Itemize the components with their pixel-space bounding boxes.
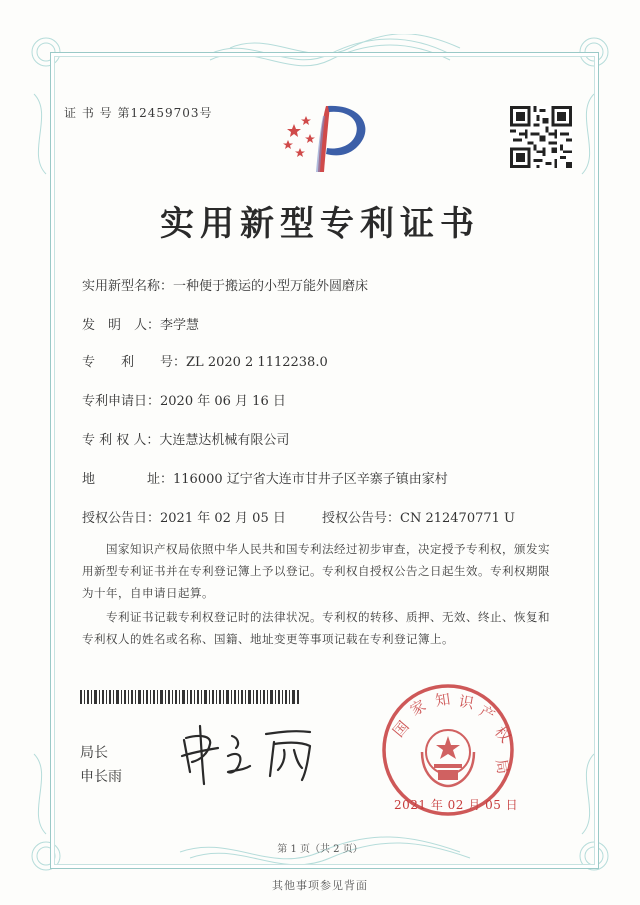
- field-value: 李学慧: [160, 318, 200, 333]
- address: [82, 468, 448, 487]
- svg-text:国: 国: [389, 717, 413, 741]
- svg-text:局: 局: [492, 757, 513, 776]
- svg-text:识: 识: [457, 692, 476, 713]
- field-label: 授权公告日：: [82, 511, 161, 526]
- field-label: 专利申请日：: [82, 394, 161, 409]
- field-label: 实用新型名称：: [82, 279, 174, 294]
- field-value: 116000 辽宁省大连市甘井子区辛寨子镇由家村: [173, 472, 448, 487]
- field-label: 专 利 权 人：: [82, 433, 160, 448]
- certificate-title: 实用新型专利证书: [160, 204, 480, 244]
- field-value: ZL 2020 2 1112238.0: [186, 355, 328, 370]
- barcode-icon: [80, 690, 300, 704]
- svg-text:家: 家: [407, 696, 430, 720]
- utility-model-name: [82, 275, 368, 294]
- field-value: 一种便于搬运的小型万能外圆磨床: [173, 279, 369, 294]
- legal-status-statement: 专利证书记载专利权登记时的法律状况。专利权的转移、质押、无效、终止、恢复和专利权人的姓名或名称、国籍、地址变更等事项记载在专利登记簿上。: [82, 610, 550, 646]
- director-title: 局长: [80, 745, 108, 761]
- director-name: 申长雨: [80, 769, 122, 785]
- field-label: 授权公告号：: [322, 511, 401, 526]
- svg-text:权: 权: [490, 723, 515, 747]
- field-label: 专 利 号：: [82, 355, 187, 370]
- grant-date: [82, 507, 286, 526]
- cnipa-logo-icon: [268, 100, 378, 180]
- patentee: [82, 429, 289, 448]
- certificate-number: 证 书 号 第12459703号: [64, 106, 213, 120]
- svg-text:产: 产: [476, 701, 499, 725]
- back-note: 其他事项参见背面: [272, 879, 368, 892]
- seal-date: 2021 年 02 月 05 日: [394, 798, 519, 812]
- director-signature: [170, 720, 330, 790]
- field-value: 2020 年 06 月 16 日: [160, 394, 286, 409]
- svg-text:知: 知: [434, 690, 452, 710]
- page-number: 第 1 页（共 2 页）: [277, 844, 363, 855]
- inventor: [82, 314, 199, 333]
- qr-code-icon: [510, 106, 572, 168]
- grant-number: [322, 507, 515, 526]
- field-label: 地 址：: [82, 472, 174, 487]
- application-date: [82, 390, 286, 409]
- field-value: 大连慧达机械有限公司: [159, 433, 290, 448]
- grant-statement: 国家知识产权局依照中华人民共和国专利法经过初步审查，决定授予专利权，颁发实用新型专利证书并在专利登记簿上予以登记。专利权自授权公告之日起生效。专利权期限为十年，自申请日起算。: [82, 542, 550, 600]
- field-value: 2021 年 02 月 05 日: [160, 511, 286, 526]
- field-label: 发 明 人：: [82, 318, 161, 333]
- patent-number: [82, 351, 328, 370]
- field-value: CN 212470771 U: [400, 511, 515, 526]
